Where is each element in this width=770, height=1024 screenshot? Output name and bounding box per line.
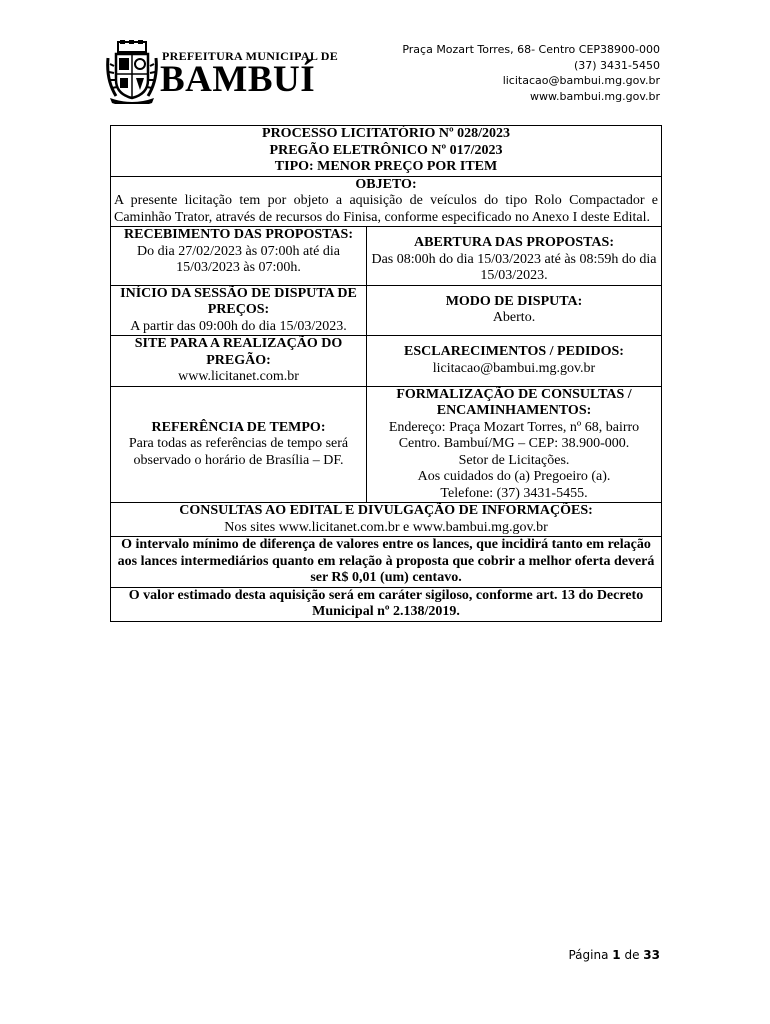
process-cell: [111, 126, 662, 177]
referencia-tempo-text: Para todas as referências de tempo será observado o horário de Brasília – DF.: [128, 436, 349, 468]
page-footer: [568, 948, 660, 962]
referencia-tempo-cell: [111, 386, 367, 503]
inicio-sessao-title: INÍCIO DA SESSÃO DE DISPUTA DE PREÇOS:: [120, 285, 357, 317]
formalizacao-cell: [367, 386, 662, 503]
recebimento-cell: [111, 227, 367, 286]
sessao-modo-row: [111, 285, 662, 336]
objeto-text: A presente licitação tem por objeto a aquisição de veículos do tipo Rolo Compactador e Caminhão Trator, através de recursos do Finisa, conforme especificado no Anexo I deste Edital.: [114, 193, 659, 225]
valor-estimado-row: [111, 587, 662, 621]
page-current: 1: [612, 948, 621, 962]
esclarecimentos-email[interactable]: licitacao@bambui.mg.gov.br: [432, 360, 596, 376]
valor-estimado-text: O valor estimado desta aquisição será em caráter sigiloso, conforme art. 13 do Decreto Municipal nº 2.138/2019.: [128, 587, 644, 619]
objeto-row: [111, 176, 662, 227]
contact-phone: (37) 3431-5450: [573, 58, 660, 72]
site-link[interactable]: www.licitanet.com.br: [178, 369, 299, 384]
abertura-text: Das 08:00h do dia 15/03/2023 até às 08:59h do dia 15/03/2023.: [371, 251, 657, 283]
process-row: [111, 126, 662, 177]
contact-website[interactable]: www.bambui.mg.gov.br: [530, 89, 660, 103]
inicio-sessao-text: A partir das 09:00h do dia 15/03/2023.: [130, 318, 347, 334]
referencia-formalizacao-row: [111, 386, 662, 503]
consultas-text: Nos sites www.licitanet.com.br e www.bambui.mg.gov.br: [224, 519, 548, 535]
site-esclarecimentos-row: [111, 336, 662, 387]
modo-disputa-cell: [367, 285, 662, 336]
pregao-number: PREGÃO ELETRÔNICO Nº 017/2023: [269, 142, 503, 158]
page-separator: de: [624, 948, 640, 962]
recebimento-title: RECEBIMENTO DAS PROPOSTAS:: [124, 227, 353, 242]
abertura-cell: [367, 227, 662, 286]
contact-address: Praça Mozart Torres, 68- Centro CEP38900-000: [402, 43, 660, 56]
intervalo-text: O intervalo mínimo de diferença de valores entre os lances, que incidirá tanto em relação aos lances intermediários quanto em relação à proposta que cobrir a melhor oferta deverá ser R$ 0,01 (um) centavo.: [117, 537, 655, 585]
abertura-title: ABERTURA DAS PROPOSTAS:: [414, 235, 614, 250]
org-name-top: PREFEITURA MUNICIPAL DE: [162, 49, 339, 63]
referencia-tempo-title: REFERÊNCIA DE TEMPO:: [151, 419, 326, 435]
site-title: SITE PARA A REALIZAÇÃO DO PREGÃO:: [134, 336, 343, 368]
coat-of-arms-icon: [106, 40, 158, 104]
esclarecimentos-cell: [367, 336, 662, 387]
site-cell: [111, 336, 367, 387]
formalizacao-title: FORMALIZAÇÃO DE CONSULTAS / ENCAMINHAMENTOS:: [396, 386, 632, 418]
formalizacao-sector: Setor de Licitações.: [458, 452, 570, 468]
letterhead: [0, 0, 770, 115]
consultas-title: CONSULTAS AO EDITAL E DIVULGAÇÃO DE INFORMAÇÕES:: [179, 503, 593, 518]
formalizacao-phone: Telefone: (37) 3431-5455.: [440, 485, 588, 501]
org-name-main: BAMBUÍ: [160, 59, 316, 100]
edital-summary-table: [110, 125, 662, 622]
page-label: Página: [568, 948, 609, 962]
modo-disputa-title: MODO DE DISPUTA:: [445, 293, 583, 309]
inicio-sessao-cell: [111, 285, 367, 336]
recebimento-abertura-row: [111, 227, 662, 286]
modo-disputa-text: Aberto.: [492, 310, 536, 326]
process-number: PROCESSO LICITATÓRIO Nº 028/2023: [262, 126, 510, 141]
valor-estimado-cell: [111, 587, 662, 621]
consultas-row: [111, 503, 662, 537]
esclarecimentos-title: ESCLARECIMENTOS / PEDIDOS:: [404, 344, 624, 360]
recebimento-text: Do dia 27/02/2023 às 07:00h até dia 15/03/2023 às 07:00h.: [137, 243, 340, 275]
page-total: 33: [643, 948, 660, 962]
contact-email[interactable]: licitacao@bambui.mg.gov.br: [502, 74, 660, 87]
objeto-cell: [111, 176, 662, 227]
objeto-title: OBJETO:: [355, 176, 417, 192]
formalizacao-address: Endereço: Praça Mozart Torres, nº 68, bairro Centro. Bambuí/MG – CEP: 38.900-000.: [388, 419, 640, 451]
consultas-cell: [111, 503, 662, 537]
tipo-label: TIPO: MENOR PREÇO POR ITEM: [274, 159, 498, 174]
contact-block: [402, 42, 660, 104]
formalizacao-attention: Aos cuidados do (a) Pregoeiro (a).: [417, 469, 611, 484]
intervalo-row: [111, 537, 662, 588]
intervalo-cell: [111, 537, 662, 588]
